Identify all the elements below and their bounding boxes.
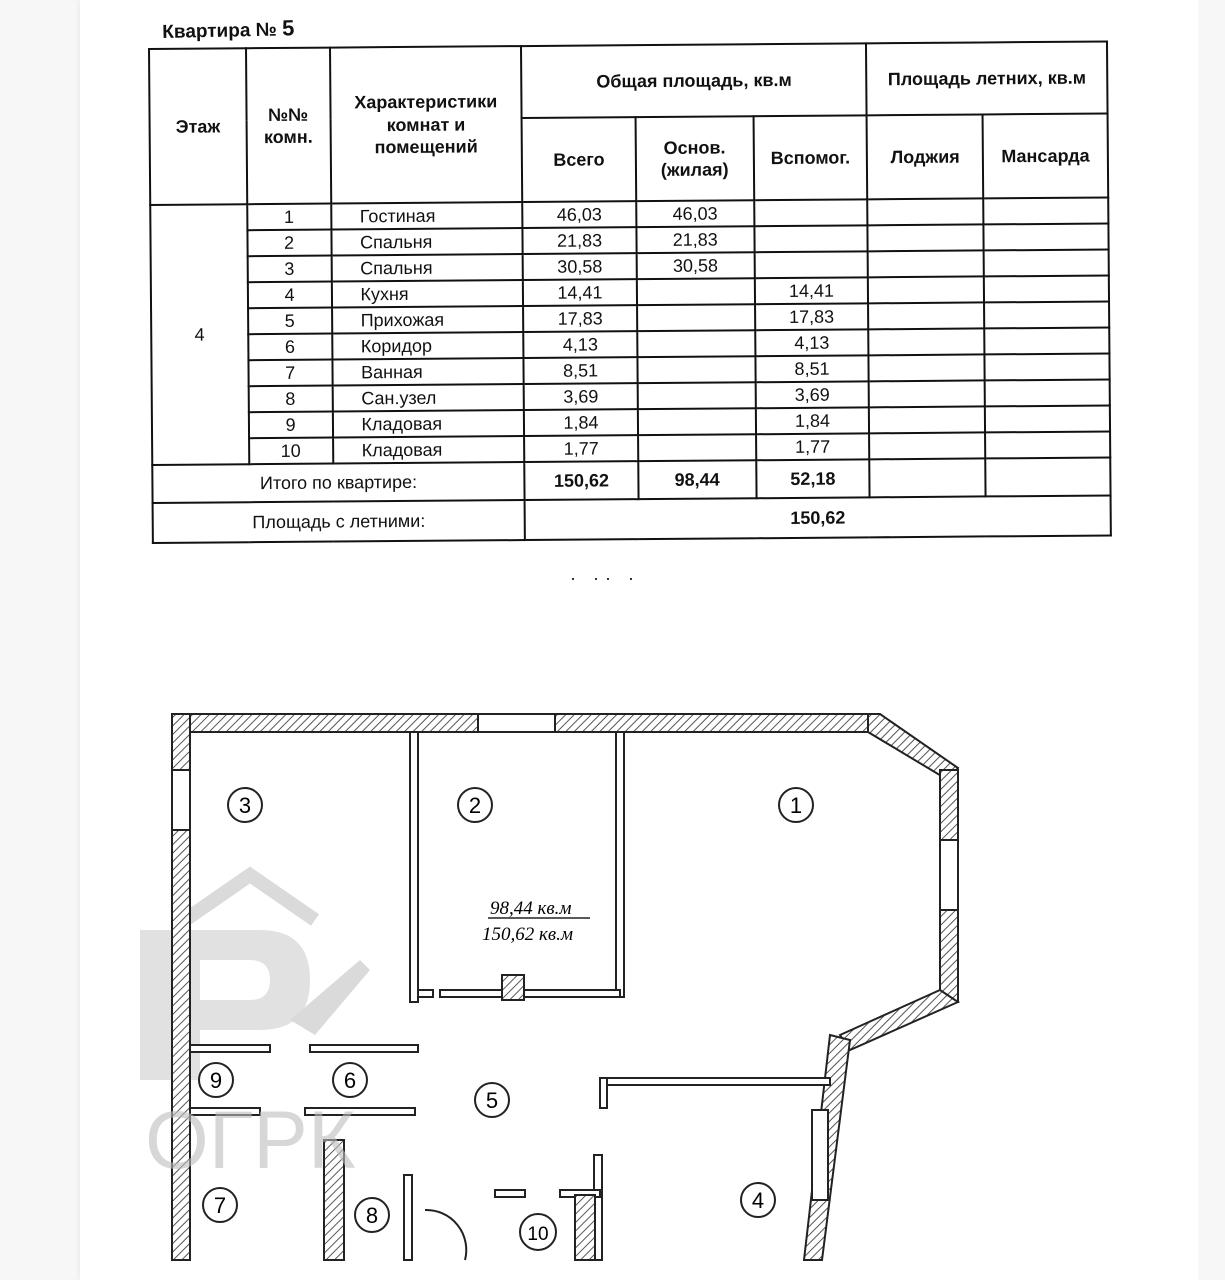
rooms-table-wrapper: [148, 40, 1112, 544]
room-name-cell: Кладовая: [332, 410, 524, 438]
room-total-cell: 17,83: [523, 305, 637, 332]
room-attic-cell: [984, 275, 1109, 302]
room-attic-cell: [985, 431, 1110, 458]
room-attic-cell: [985, 379, 1110, 406]
floor-plan: [140, 690, 980, 1280]
header-room-no: №№ комн.: [246, 48, 331, 205]
header-total: Всего: [522, 117, 636, 202]
room-label-4-text: 4: [751, 1188, 765, 1213]
total-attic-value: [985, 457, 1110, 496]
room-total-cell: 14,41: [523, 279, 637, 306]
room-main-cell: [637, 278, 755, 305]
apartment-title: [162, 15, 295, 44]
header-total-area-group: Общая площадь, кв.м: [521, 43, 867, 118]
header-attic: Мансарда: [983, 113, 1109, 198]
room-aux-cell: 8,51: [755, 355, 869, 382]
room-label-6-text: 6: [343, 1068, 357, 1093]
room-label-3: [228, 788, 262, 822]
room-name-cell: Сан.узел: [332, 384, 524, 412]
door-arc: [425, 1210, 466, 1260]
room-main-cell: 30,58: [637, 252, 755, 279]
room-loggia-cell: [868, 198, 984, 225]
room-aux-cell: [754, 251, 868, 278]
room-attic-cell: [984, 301, 1109, 328]
header-loggia: Лоджия: [867, 114, 983, 199]
room-attic-cell: [983, 197, 1108, 224]
room-main-cell: [638, 434, 756, 461]
room-label-10-text: 10: [527, 1224, 549, 1245]
room-loggia-cell: [869, 406, 985, 433]
room-loggia-cell: [869, 328, 985, 355]
room-label-1-text: 1: [789, 793, 803, 818]
room-no-cell: 8: [248, 386, 332, 413]
room-loggia-cell: [869, 380, 985, 407]
room-name-cell: Спальня: [331, 228, 523, 256]
room-attic-cell: [984, 223, 1109, 250]
room-label-6: [333, 1063, 367, 1097]
room-main-cell: 21,83: [636, 226, 754, 253]
room-total-cell: 8,51: [524, 357, 638, 384]
total-label: Итого по квартире:: [152, 462, 525, 503]
room-no-cell: 7: [248, 360, 332, 387]
room-attic-cell: [985, 405, 1110, 432]
apartment-number: 5: [281, 15, 295, 41]
room-total-cell: 46,03: [522, 201, 636, 228]
room-loggia-cell: [869, 432, 985, 459]
watermark-r-shape: [140, 930, 310, 1080]
room-label-1: [779, 788, 813, 822]
room-attic-cell: [985, 353, 1110, 380]
room-label-5: [475, 1083, 509, 1117]
room-loggia-cell: [868, 276, 984, 303]
total-area-value: 150,62: [524, 461, 638, 500]
room-label-7: [203, 1188, 237, 1222]
room-name-cell: Гостиная: [331, 202, 523, 230]
scan-dots: · ·· ·: [570, 568, 640, 588]
room-aux-cell: 1,84: [755, 407, 869, 434]
room-name-cell: Кладовая: [333, 436, 525, 464]
room-name-cell: Прихожая: [332, 306, 524, 334]
total-main-value: 98,44: [638, 460, 756, 499]
room-label-7-text: 7: [213, 1193, 227, 1218]
room-no-cell: 2: [247, 230, 331, 257]
header-room-desc: Характеристики комнат и помещений: [330, 46, 523, 204]
room-label-4: [741, 1183, 775, 1217]
room-label-5-text: 5: [485, 1088, 499, 1113]
room-total-cell: 21,83: [523, 227, 637, 254]
room-loggia-cell: [868, 250, 984, 277]
room-total-cell: 1,77: [524, 435, 638, 462]
room-name-cell: Коридор: [332, 332, 524, 360]
room-attic-cell: [984, 327, 1109, 354]
floor-plan-svg: [140, 690, 980, 1280]
room-label-8: [355, 1198, 389, 1232]
room-name-cell: Ванная: [332, 358, 524, 386]
floor-cell: 4: [150, 204, 249, 465]
header-aux: Вспомог.: [753, 115, 867, 200]
room-aux-cell: 1,77: [756, 433, 870, 460]
room-total-cell: 30,58: [523, 253, 637, 280]
room-aux-cell: 17,83: [755, 303, 869, 330]
room-no-cell: 10: [249, 438, 333, 465]
header-main: Основ. (жилая): [635, 116, 753, 201]
room-main-cell: [637, 356, 755, 383]
room-aux-cell: [754, 225, 868, 252]
plan-total-area: 150,62 кв.м: [482, 924, 574, 945]
room-main-cell: [637, 330, 755, 357]
plan-living-area: 98,44 кв.м: [490, 898, 572, 919]
room-aux-cell: 4,13: [755, 329, 869, 356]
room-total-cell: 3,69: [524, 383, 638, 410]
total-loggia-value: [870, 458, 986, 497]
room-total-cell: 1,84: [524, 409, 638, 436]
room-total-cell: 4,13: [523, 331, 637, 358]
left-margin: [0, 0, 80, 1280]
room-attic-cell: [984, 249, 1109, 276]
apartment-title-prefix: Квартира №: [162, 19, 278, 43]
room-name-cell: Спальня: [331, 254, 523, 282]
room-main-cell: [637, 304, 755, 331]
room-label-9: [199, 1063, 233, 1097]
header-floor: Этаж: [149, 48, 247, 205]
room-main-cell: [638, 382, 756, 409]
rooms-table: [148, 40, 1112, 544]
room-no-cell: 3: [247, 256, 331, 283]
room-no-cell: 1: [247, 204, 331, 231]
room-main-cell: 46,03: [636, 200, 754, 227]
room-aux-cell: 14,41: [754, 277, 868, 304]
watermark-text: ОГРК: [145, 1095, 356, 1186]
summer-value: 150,62: [525, 495, 1111, 540]
room-label-3-text: 3: [238, 793, 252, 818]
room-loggia-cell: [868, 224, 984, 251]
room-main-cell: [638, 408, 756, 435]
room-label-9-text: 9: [209, 1068, 223, 1093]
room-no-cell: 9: [249, 412, 333, 439]
room-no-cell: 6: [248, 334, 332, 361]
room-label-8-text: 8: [365, 1203, 379, 1228]
header-summer-area-group: Площадь летних, кв.м: [866, 41, 1107, 115]
summer-row: [153, 495, 1111, 543]
room-label-10: [520, 1214, 556, 1250]
room-label-2: [458, 788, 492, 822]
summer-label: Площадь с летними:: [153, 500, 526, 543]
room-no-cell: 5: [248, 308, 332, 335]
room-no-cell: 4: [248, 282, 332, 309]
room-name-cell: Кухня: [331, 280, 523, 308]
room-loggia-cell: [869, 354, 985, 381]
room-label-2-text: 2: [468, 793, 482, 818]
room-loggia-cell: [868, 302, 984, 329]
room-aux-cell: 3,69: [755, 381, 869, 408]
total-aux-value: 52,18: [756, 459, 870, 498]
room-aux-cell: [754, 199, 868, 226]
right-margin: [1198, 0, 1225, 1280]
